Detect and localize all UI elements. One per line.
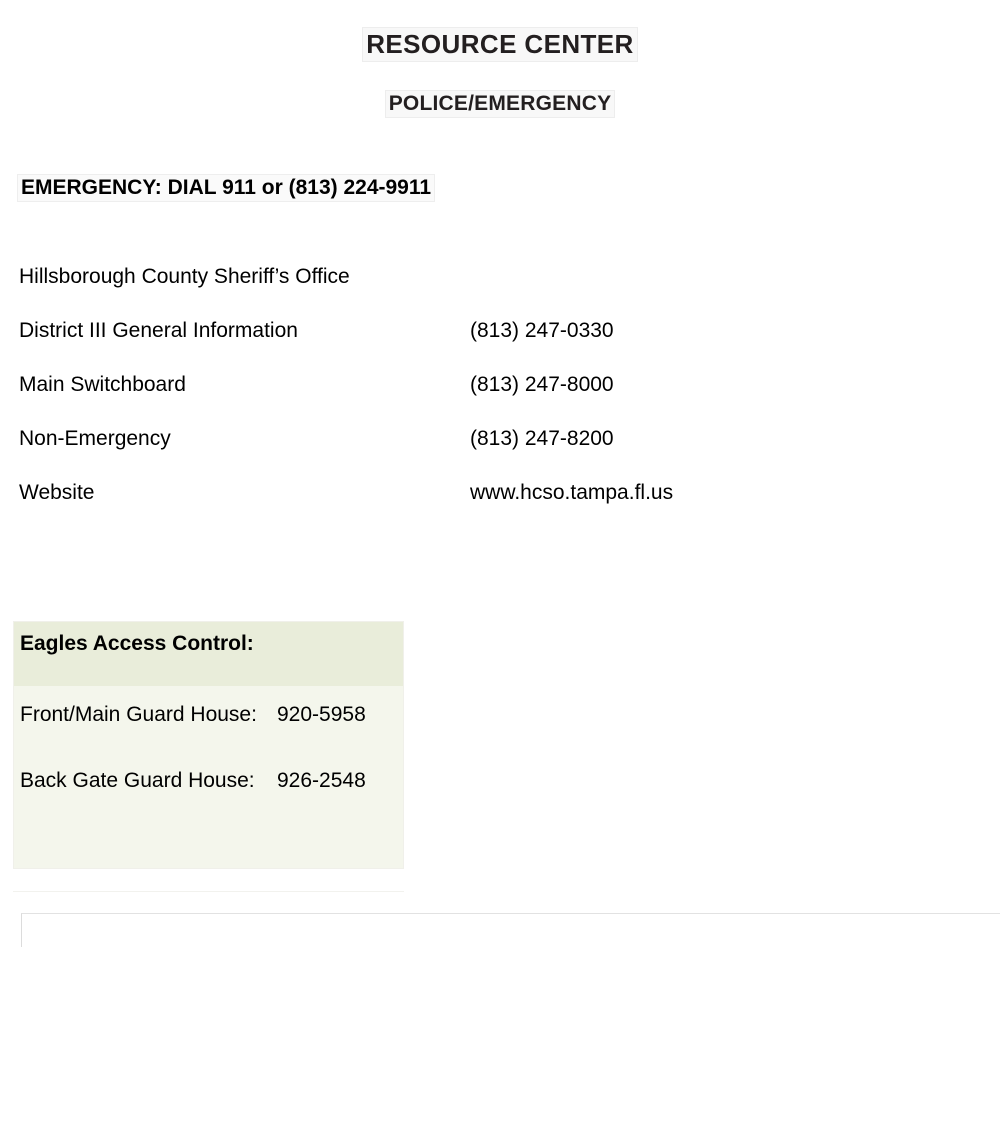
table-cell-value: 920-5958 bbox=[277, 703, 366, 726]
table-cell-value: 926-2548 bbox=[277, 769, 366, 792]
contact-row bbox=[0, 318, 1000, 372]
contact-value: (813) 247-8000 bbox=[470, 373, 614, 396]
eagles-access-control-table bbox=[13, 621, 404, 869]
table-row bbox=[14, 698, 403, 764]
contact-label: Website bbox=[19, 481, 95, 504]
contact-value: (813) 247-0330 bbox=[470, 319, 614, 342]
contact-label: District III General Information bbox=[19, 319, 298, 342]
table-header-row bbox=[14, 622, 403, 686]
page-title bbox=[0, 27, 1000, 62]
page-subtitle-text: POLICE/EMERGENCY bbox=[385, 90, 616, 118]
page-title-text: RESOURCE CENTER bbox=[362, 27, 637, 62]
table-bottom-rule bbox=[13, 891, 404, 895]
table-header-label: Eagles Access Control: bbox=[20, 632, 254, 655]
contact-row bbox=[0, 480, 1000, 534]
contacts-org-row bbox=[0, 264, 1000, 318]
table-body bbox=[14, 686, 403, 868]
contact-website-value[interactable]: www.hcso.tampa.fl.us bbox=[470, 481, 674, 504]
contact-row bbox=[0, 372, 1000, 426]
emergency-notice bbox=[17, 174, 435, 202]
empty-content-container bbox=[21, 913, 1000, 947]
contacts-list bbox=[0, 264, 1000, 534]
contact-value: (813) 247-8200 bbox=[470, 427, 614, 450]
contact-label: Non-Emergency bbox=[19, 427, 171, 450]
table-cell-label: Back Gate Guard House: bbox=[20, 769, 255, 792]
contacts-org-name: Hillsborough County Sheriff’s Office bbox=[19, 265, 350, 288]
contact-label: Main Switchboard bbox=[19, 373, 186, 396]
contact-row bbox=[0, 426, 1000, 480]
table-row bbox=[14, 764, 403, 830]
page-subtitle bbox=[0, 90, 1000, 118]
emergency-notice-text: EMERGENCY: DIAL 911 or (813) 224-9911 bbox=[17, 174, 435, 202]
table-cell-label: Front/Main Guard House: bbox=[20, 703, 257, 726]
